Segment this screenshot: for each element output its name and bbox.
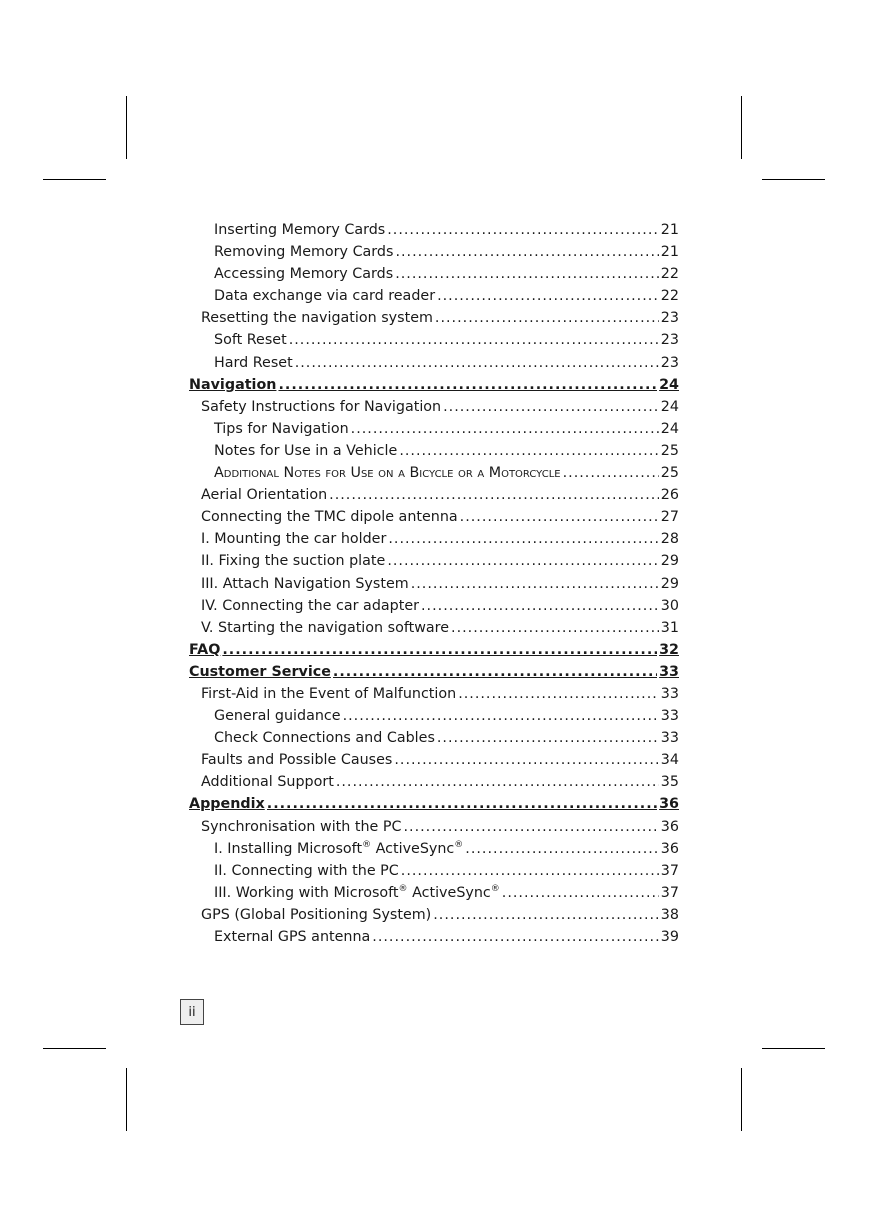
toc-entry-title: Check Connections and Cables	[214, 730, 435, 747]
toc-entry-title: II. Connecting with the PC	[214, 862, 399, 879]
toc-entry[interactable]	[189, 926, 679, 948]
toc-entry-title: III. Working with Microsoft® ActiveSync®	[214, 884, 500, 901]
toc-entry[interactable]	[189, 838, 679, 860]
toc-leader-dots	[333, 661, 657, 683]
toc-entry-title: General guidance	[214, 708, 341, 725]
toc-leader-dots	[404, 816, 659, 838]
toc-entry-title: I. Installing Microsoft® ActiveSync®	[214, 839, 464, 857]
toc-entry[interactable]	[189, 639, 679, 661]
toc-entry-page: 38	[660, 906, 679, 923]
toc-entry-page: 23	[660, 310, 679, 327]
toc-entry-page: 24	[660, 398, 679, 415]
toc-entry[interactable]	[189, 727, 679, 749]
page-number: ii	[180, 999, 204, 1025]
crop-mark-bottom-right-horizontal	[762, 1048, 825, 1049]
toc-leader-dots	[401, 860, 659, 882]
toc-entry[interactable]	[189, 418, 679, 440]
toc-entry[interactable]	[189, 595, 679, 617]
toc-leader-dots	[336, 771, 659, 793]
toc-entry[interactable]	[189, 528, 679, 550]
toc-leader-dots	[387, 550, 658, 572]
toc-entry-title: Tips for Navigation	[214, 420, 349, 437]
toc-entry[interactable]	[189, 263, 679, 285]
toc-entry-page: 36	[660, 818, 679, 835]
toc-leader-dots	[289, 329, 659, 351]
toc-entry-title: Accessing Memory Cards	[214, 266, 394, 283]
toc-entry-title: V. Starting the navigation software	[201, 619, 450, 636]
toc-entry-title: I. Mounting the car holder	[201, 531, 387, 548]
toc-entry[interactable]	[189, 506, 679, 528]
toc-entry-page: 34	[660, 752, 679, 769]
toc-entry[interactable]	[189, 661, 679, 683]
crop-mark-top-right-vertical	[741, 96, 742, 159]
toc-entry[interactable]	[189, 683, 679, 705]
toc-entry-page: 29	[660, 553, 679, 570]
toc-leader-dots	[395, 241, 658, 263]
toc-entry-title: Safety Instructions for Navigation	[201, 398, 442, 415]
toc-entry-title: II. Fixing the suction plate	[201, 553, 386, 570]
toc-entry-page: 22	[660, 266, 679, 283]
crop-mark-top-left-vertical	[126, 96, 127, 159]
toc-entry-page: 30	[660, 597, 679, 614]
crop-mark-bottom-left-horizontal	[43, 1048, 106, 1049]
toc-entry[interactable]	[189, 793, 679, 815]
toc-leader-dots	[460, 506, 659, 528]
toc-entry-title: Customer Service	[189, 663, 331, 680]
toc-entry[interactable]	[189, 329, 679, 351]
toc-entry[interactable]	[189, 882, 679, 904]
toc-entry-title: Notes for Use in a Vehicle	[214, 442, 398, 459]
toc-entry-title: Additional Support	[201, 774, 334, 791]
toc-entry-page: 28	[660, 531, 679, 548]
toc-leader-dots	[351, 418, 659, 440]
toc-leader-dots	[295, 352, 659, 374]
toc-entry-page: 31	[660, 619, 679, 636]
toc-leader-dots	[433, 904, 659, 926]
toc-entry-page: 25	[660, 442, 679, 459]
toc-entry-title: Data exchange via card reader	[214, 288, 436, 305]
toc-entry[interactable]	[189, 219, 679, 241]
toc-entry[interactable]	[189, 860, 679, 882]
toc-entry[interactable]	[189, 241, 679, 263]
toc-entry-title: External GPS antenna	[214, 929, 371, 945]
toc-entry-title: Resetting the navigation system	[201, 310, 433, 327]
toc-entry-page: 21	[660, 222, 679, 238]
toc-leader-dots	[267, 793, 657, 815]
toc-leader-dots	[437, 727, 659, 749]
toc-leader-dots	[387, 219, 659, 241]
toc-leader-dots	[443, 396, 659, 418]
toc-entry[interactable]	[189, 484, 679, 506]
toc-entry-page: 35	[660, 774, 679, 791]
crop-mark-top-left-horizontal	[43, 179, 106, 180]
table-of-contents	[189, 219, 679, 948]
toc-entry[interactable]	[189, 440, 679, 462]
toc-entry[interactable]	[189, 307, 679, 329]
toc-leader-dots	[502, 882, 659, 904]
toc-leader-dots	[451, 617, 659, 639]
toc-entry[interactable]	[189, 904, 679, 926]
toc-entry-title: Connecting the TMC dipole antenna	[201, 509, 458, 526]
toc-leader-dots	[465, 838, 659, 860]
toc-entry-page: 23	[660, 332, 679, 349]
toc-entry-page: 39	[660, 929, 679, 945]
toc-leader-dots	[394, 749, 658, 771]
toc-entry-page: 36	[660, 840, 679, 857]
toc-entry-title: Soft Reset	[214, 332, 287, 349]
toc-entry-title: FAQ	[189, 641, 221, 658]
toc-leader-dots	[372, 926, 659, 948]
toc-entry-page: 25	[660, 465, 679, 482]
toc-entry[interactable]	[189, 550, 679, 572]
toc-entry[interactable]	[189, 396, 679, 418]
toc-entry-page: 36	[659, 796, 679, 813]
toc-leader-dots	[411, 573, 659, 595]
toc-entry-page: 24	[659, 376, 679, 393]
toc-entry[interactable]	[189, 462, 679, 484]
toc-leader-dots	[421, 595, 659, 617]
toc-entry-title: GPS (Global Positioning System)	[201, 906, 432, 923]
toc-entry-title: III. Attach Navigation System	[201, 575, 409, 592]
toc-leader-dots	[437, 285, 659, 307]
toc-leader-dots	[278, 374, 657, 396]
toc-entry-page: 23	[660, 354, 679, 371]
toc-entry[interactable]	[189, 617, 679, 639]
toc-leader-dots	[343, 705, 659, 727]
toc-leader-dots	[329, 484, 659, 506]
toc-entry-title: IV. Connecting the car adapter	[201, 597, 420, 614]
toc-entry[interactable]	[189, 285, 679, 307]
toc-leader-dots	[563, 462, 659, 484]
toc-entry-title: Additional Notes for Use on a Bicycle or a Motorcycle	[214, 465, 561, 482]
toc-entry-page: 24	[660, 420, 679, 437]
crop-mark-top-right-horizontal	[762, 179, 825, 180]
toc-entry-title: Navigation	[189, 376, 277, 393]
toc-entry-page: 26	[660, 487, 679, 504]
toc-entry[interactable]	[189, 573, 679, 595]
toc-entry-page: 37	[660, 862, 679, 879]
crop-mark-bottom-right-vertical	[741, 1068, 742, 1131]
toc-entry[interactable]	[189, 374, 679, 396]
toc-entry-page: 29	[660, 575, 679, 592]
toc-entry-title: Aerial Orientation	[201, 487, 328, 504]
toc-entry-title: Appendix	[189, 796, 265, 813]
toc-entry-page: 33	[660, 708, 679, 725]
toc-leader-dots	[435, 307, 659, 329]
toc-entry-page: 32	[659, 641, 679, 658]
toc-entry[interactable]	[189, 749, 679, 771]
toc-entry-page: 22	[660, 288, 679, 305]
toc-leader-dots	[399, 440, 658, 462]
toc-entry-page: 33	[660, 685, 679, 702]
toc-entry[interactable]	[189, 816, 679, 838]
toc-entry[interactable]	[189, 352, 679, 374]
toc-leader-dots	[395, 263, 659, 285]
toc-entry-title: Hard Reset	[214, 354, 293, 371]
toc-entry-title: Synchronisation with the PC	[201, 818, 402, 835]
toc-entry[interactable]	[189, 705, 679, 727]
toc-entry-page: 27	[660, 509, 679, 526]
toc-entry-title: Inserting Memory Cards	[214, 222, 386, 238]
toc-entry-title: Removing Memory Cards	[214, 244, 394, 261]
toc-entry-title: First-Aid in the Event of Malfunction	[201, 685, 457, 702]
toc-entry-page: 33	[660, 730, 679, 747]
toc-entry[interactable]	[189, 771, 679, 793]
toc-entry-page: 37	[660, 884, 679, 901]
toc-leader-dots	[388, 528, 658, 550]
toc-entry-page: 33	[659, 663, 679, 680]
toc-leader-dots	[458, 683, 659, 705]
crop-mark-bottom-left-vertical	[126, 1068, 127, 1131]
toc-entry-page: 21	[660, 244, 679, 261]
toc-leader-dots	[222, 639, 657, 661]
toc-entry-title: Faults and Possible Causes	[201, 752, 393, 769]
